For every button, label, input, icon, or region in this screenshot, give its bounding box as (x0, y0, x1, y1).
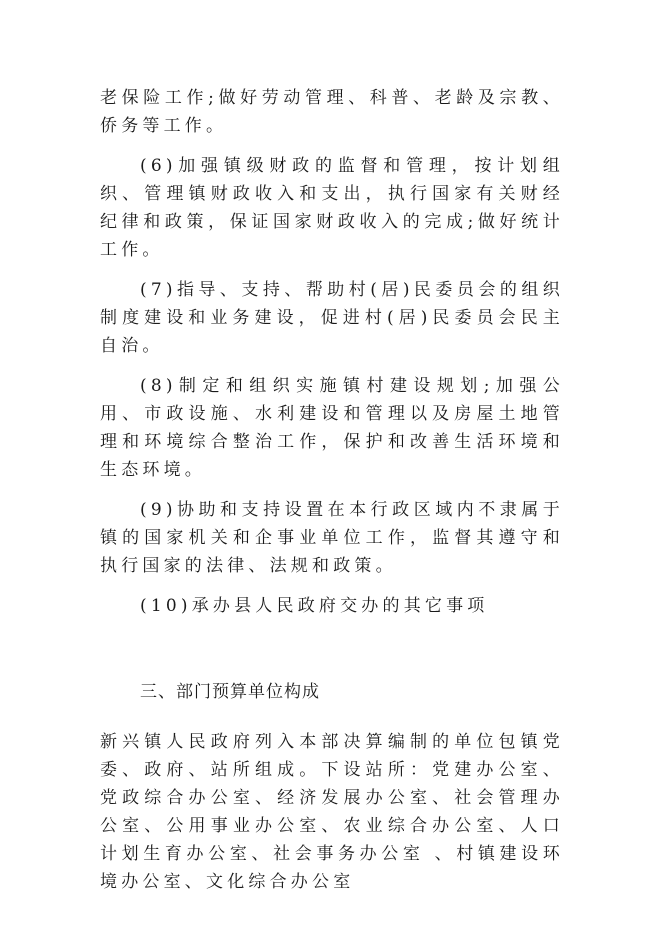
paragraph-item-6: (6)加强镇级财政的监督和管理，按计划组织、管理镇财政收入和支出，执行国家有关财经纪律和政策，保证国家财政收入的完成;做好统计工作。 (100, 156, 564, 260)
section-heading: 三、部门预算单位构成 (140, 682, 320, 702)
document-page (100, 84, 564, 896)
paragraph-item-7: (7)指导、支持、帮助村(居)民委员会的组织制度建设和业务建设，促进村(居)民委员会民主自治。 (100, 280, 564, 356)
paragraph-item-9: (9)协助和支持设置在本行政区域内不隶属于镇的国家机关和企事业单位工作，监督其遵守和执行国家的法律、法规和政策。 (100, 500, 564, 576)
paragraph-continued: 老保险工作;做好劳动管理、科普、老龄及宗教、侨务等工作。 (100, 88, 564, 136)
paragraph-item-8: (8)制定和组织实施镇村建设规划;加强公用、市政设施、水利建设和管理以及房屋土地管理和环境综合整治工作，保护和改善生活环境和生态环境。 (100, 376, 564, 480)
section-body: 新兴镇人民政府列入本部决算编制的单位包镇党委、政府、站所组成。下设站所：党建办公室、党政综合办公室、经济发展办公室、社会管理办公室、公用事业办公室、农业综合办公室、人口计划生育办公室、社会事务办公室 、村镇建设环境办公室、文化综合办公室 (100, 732, 564, 892)
paragraph-item-10: (10)承办县人民政府交办的其它事项 (140, 596, 489, 616)
